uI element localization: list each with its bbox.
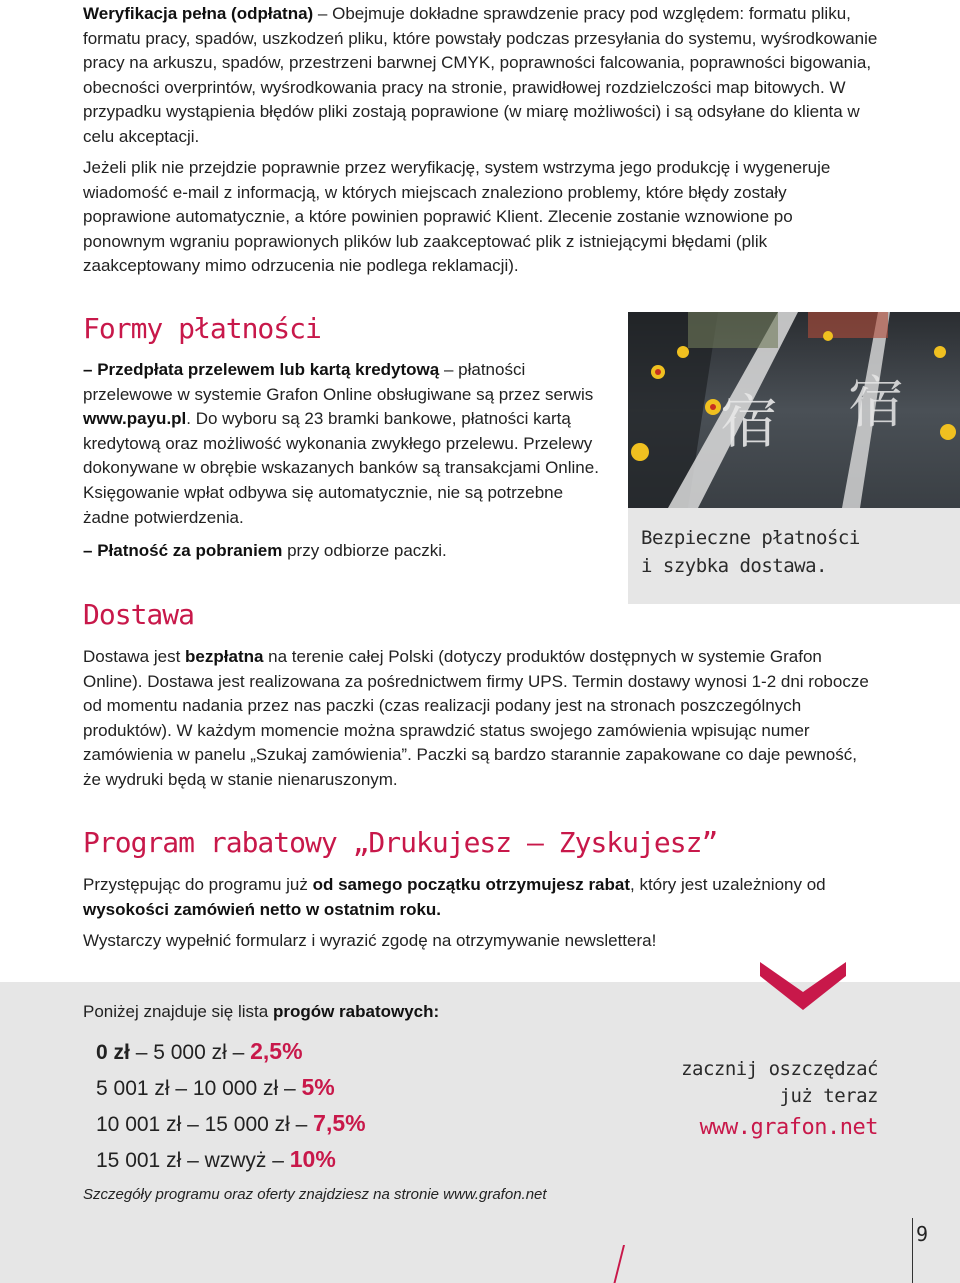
tier-row-3 [96, 1106, 596, 1142]
cta-line-1: zacznij oszczędzać [681, 1058, 878, 1080]
chevron-down-icon [760, 962, 846, 1010]
dash-3: – [83, 541, 93, 560]
payment-heading: Formy płatności [83, 312, 321, 345]
tiers-intro-bold: progów rabatowych: [272, 1002, 440, 1021]
discount-paragraph [83, 873, 879, 922]
page-number-rule [912, 1218, 913, 1283]
tier-range-bold: 0 zł [96, 1041, 130, 1064]
tier-range: 15 001 zł – wzwyż – [96, 1149, 290, 1172]
tier-percent: 10% [289, 1146, 336, 1172]
tier-row-2 [96, 1070, 596, 1106]
cod-title: Płatność za pobraniem [97, 541, 283, 560]
tier-range: 5 001 zł – 10 000 zł – [96, 1077, 302, 1100]
tier-row-4 [96, 1142, 596, 1178]
cta-block [660, 1056, 878, 1146]
page-number: 9 [916, 1222, 929, 1246]
newsletter-paragraph: Wystarczy wypełnić formularz i wyrazić zgodę na otrzymywanie newslettera! [83, 931, 657, 950]
tier-percent: 5% [301, 1074, 335, 1100]
payment-item-prepay [83, 358, 603, 530]
delivery-text-2: na terenie całej Polski (dotyczy produktów dostępnych w systemie Grafon Online). Dostawa jest realizowana za pośrednictwem firmy UPS. Termin dostawy wynosi 1-2 dni robocze od momentu nadania przez nas paczki (czas realizacji podany jest na stronach poszczególnych produktów). W każdym momencie można sprawdzić status swojego zamówienia wpisując numer zamówienia w panelu „Szukaj zamówienia”. Paczki są bardzo starannie zapakowane co daje pewność, że wydruki będą w stanie nienaruszonym. [83, 647, 869, 789]
delivery-bold: bezpłatna [185, 647, 264, 666]
verification-paragraph [83, 2, 879, 150]
tiers-intro-text: Poniżej znajduje się lista [83, 1002, 273, 1021]
svg-text:宿: 宿 [720, 388, 779, 456]
prepay-title: Przedpłata przelewem lub kartą kredytową [97, 360, 440, 379]
delivery-text: Dostawa jest [83, 647, 186, 666]
tier-percent: 2,5% [250, 1038, 303, 1064]
discount-bold-1: od samego początku otrzymujesz rabat [312, 875, 631, 894]
caption-line-1: Bezpieczne płatności [641, 527, 860, 549]
discount-text: Przystępując do programu już [83, 875, 313, 894]
dash-2: – [443, 360, 454, 379]
road-photo [628, 312, 960, 508]
payment-item-cod [83, 539, 603, 564]
cod-text: przy odbiorze paczki. [282, 541, 447, 560]
discount-heading: Program rabatowy „Drukujesz – Zyskujesz” [83, 826, 718, 859]
verification-paragraph-2: Jeżeli plik nie przejdzie poprawnie przez weryfikację, system wstrzyma jego produkcję i wygeneruje wiadomość e-mail z informacją, w których miejscach znaleziono problemy, które błędy zostały poprawione automatycznie, a które powinien poprawić Klient. Zlecenie zostanie wznowione po ponownym wgraniu poprawionych plików lub zaakceptować plik z istniejącymi błędami (plik zaakceptowany mimo odrzucenia nie podlega reklamacji). [83, 158, 831, 276]
svg-text:宿: 宿 [848, 371, 904, 436]
photo-caption [641, 524, 860, 580]
cta-line-2: już teraz [779, 1085, 878, 1107]
prepay-text-2: . Do wyboru są 23 bramki bankowe, płatności kartą kredytową oraz możliwość wykonania zwykłego przelewu. Przelewy dokonywane w obrębie wskazanych banków są transakcjami Online. Księgowanie wpłat odbywa się automatycznie, nie są potrzebne żadne potwierdzenia. [83, 409, 599, 527]
tier-range: 10 001 zł – 15 000 zł – [96, 1113, 314, 1136]
tiers-list [96, 1034, 596, 1178]
prepay-text: płatności przelewowe w systemie Grafon Online obsługiwane są przez serwis [83, 360, 594, 404]
verification-text: – Obejmuje dokładne sprawdzenie pracy pod względem: formatu pliku, formatu pracy, spadów, uszkodzeń pliku, które powstały podczas przesyłania do systemu, wyśrodkowanie pracy na arkuszu, spadów, przestrzeni barwnej CMYK, poprawności falcowania, poprawności bigowania, obecności overprintów, wyśrodkowania pracy na stronie, prawidłowej rozdzielczości map bitowych. W przypadku wystąpienia błędów pliki zostają poprawione (w miarę możliwości) i są odsyłane do klienta w celu akceptacji. [83, 4, 878, 146]
discount-bold-2: wysokości zamówień netto w ostatnim roku. [83, 899, 442, 919]
delivery-heading: Dostawa [83, 598, 195, 631]
discount-text-2: , który jest uzależniony od [630, 875, 826, 894]
tiers-intro [83, 1000, 603, 1025]
payu-link[interactable]: www.payu.pl [83, 409, 187, 429]
tier-percent: 7,5% [313, 1110, 366, 1136]
tiers-footnote: Szczegóły programu oraz oferty znajdziesz na stronie www.grafon.net [83, 1186, 547, 1203]
tier-row-1 [96, 1034, 596, 1070]
dash: – [83, 360, 93, 379]
tier-range: – 5 000 zł – [129, 1041, 251, 1064]
caption-line-2: i szybka dostawa. [641, 555, 827, 577]
cta-url-link[interactable]: www.grafon.net [699, 1115, 878, 1140]
road-photo-image [628, 312, 960, 508]
verification-title: Weryfikacja pełna (odpłatna) [83, 4, 314, 23]
delivery-paragraph [83, 645, 879, 793]
